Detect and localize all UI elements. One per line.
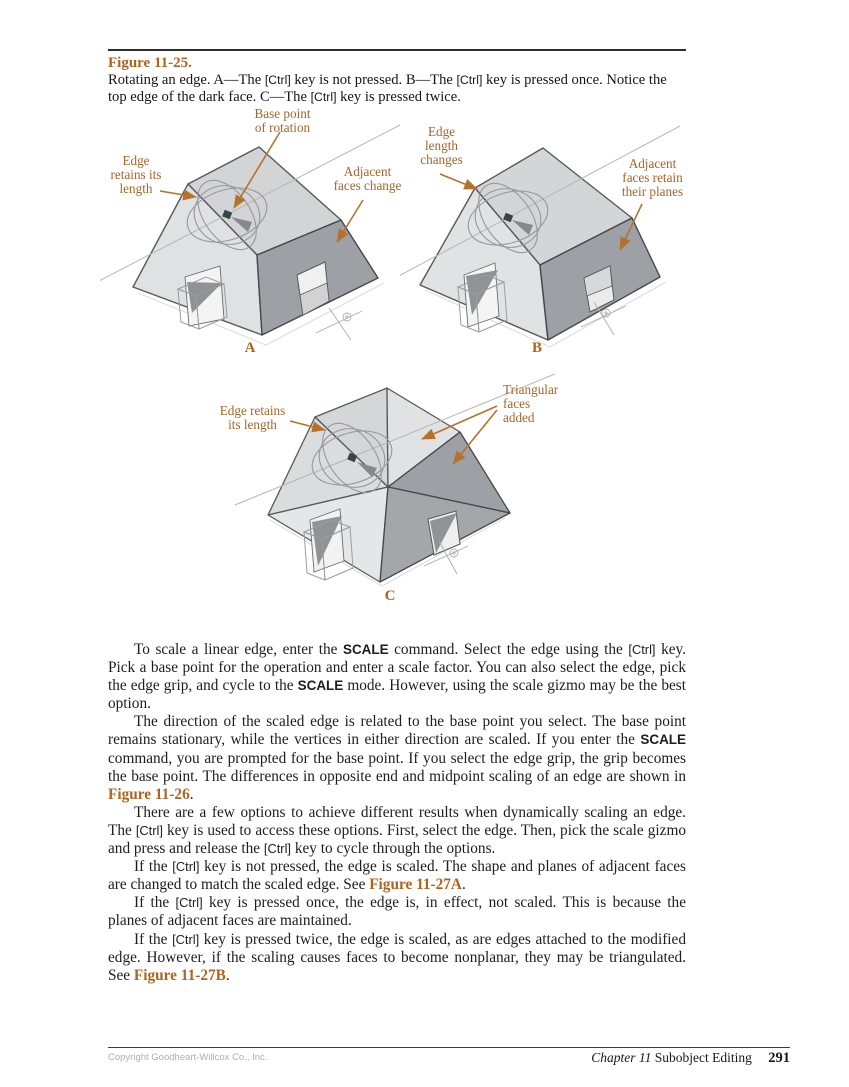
footer-running-head: [500, 1050, 790, 1067]
body-paragraph: The direction of the scaled edge is related to the base point you select. The base point remains stationary, while the vertices in either direction are scaled. If you enter the SCALE command, you are prompted for the base point. If you select the edge grip, the grip becomes the base point. The differences in opposite end and midpoint scaling of an edge are shown in Figure 11-26.: [108, 713, 686, 803]
footer-copyright: Copyright Goodheart-Willcox Co., Inc.: [108, 1052, 268, 1063]
footer-section: Subobject Editing: [654, 1050, 752, 1065]
body-text: [108, 641, 686, 985]
callout-edge-retains-length-c: Edge retains its length: [219, 403, 286, 433]
callout-adjacent-faces-retain-planes: Adjacent faces retain their planes: [621, 156, 684, 200]
callout-triangular-faces-added: Triangular faces added: [503, 382, 559, 426]
body-paragraph: To scale a linear edge, enter the SCALE command. Select the edge using the [Ctrl] key. Pick a base point for the operation and enter a scale factor. You can also select the edge, pick the edge grip, and cycle to the SCALE mode. However, using the scale gizmo may be the best option.: [108, 641, 686, 713]
figure-letter-b: B: [531, 340, 542, 356]
callout-edge-length-changes: Edge length changes: [420, 124, 463, 168]
footer-page-number: 291: [768, 1050, 790, 1066]
callout-adjacent-faces-change: Adjacent faces change: [333, 164, 402, 194]
figure-letter-a: A: [244, 340, 256, 356]
figure-top-rule: [108, 49, 686, 51]
footer-rule: [108, 1047, 790, 1048]
body-paragraph: If the [Ctrl] key is pressed once, the edge is, in effect, not scaled. This is because the planes of adjacent faces are maintained.: [108, 894, 686, 930]
figure-letter-c: C: [384, 588, 396, 604]
diagram-a-illustration: [100, 105, 440, 365]
figure-label: Figure 11-25.: [108, 55, 192, 71]
figure-caption: Rotating an edge. A—The [Ctrl] key is not pressed. B—The [Ctrl] key is pressed once. Notice the top edge of the dark face. C—The [Ctrl] key is pressed twice.: [108, 72, 667, 105]
callout-edge-retains-length-a: Edge retains its length: [110, 153, 162, 197]
footer-chapter: Chapter 11: [591, 1050, 652, 1065]
body-paragraph: There are a few options to achieve different results when dynamically scaling an edge. The [Ctrl] key is used to access these options. First, select the edge. Then, pick the scale gizmo and press and release the [Ctrl] key to cycle through the options.: [108, 803, 686, 858]
axis-marker-a: [316, 308, 362, 340]
body-paragraph: If the [Ctrl] key is pressed twice, the edge is scaled, as are edges attached to the modified edge. However, if the scaling causes faces to become nonplanar, they may be triangulated. See Figure 11-27B.: [108, 930, 686, 984]
callout-base-point-of-rotation: Base point of rotation: [254, 106, 311, 136]
body-paragraph: If the [Ctrl] key is not pressed, the edge is scaled. The shape and planes of adjacent faces are changed to match the scaled edge. See Figure 11-27A.: [108, 858, 686, 894]
